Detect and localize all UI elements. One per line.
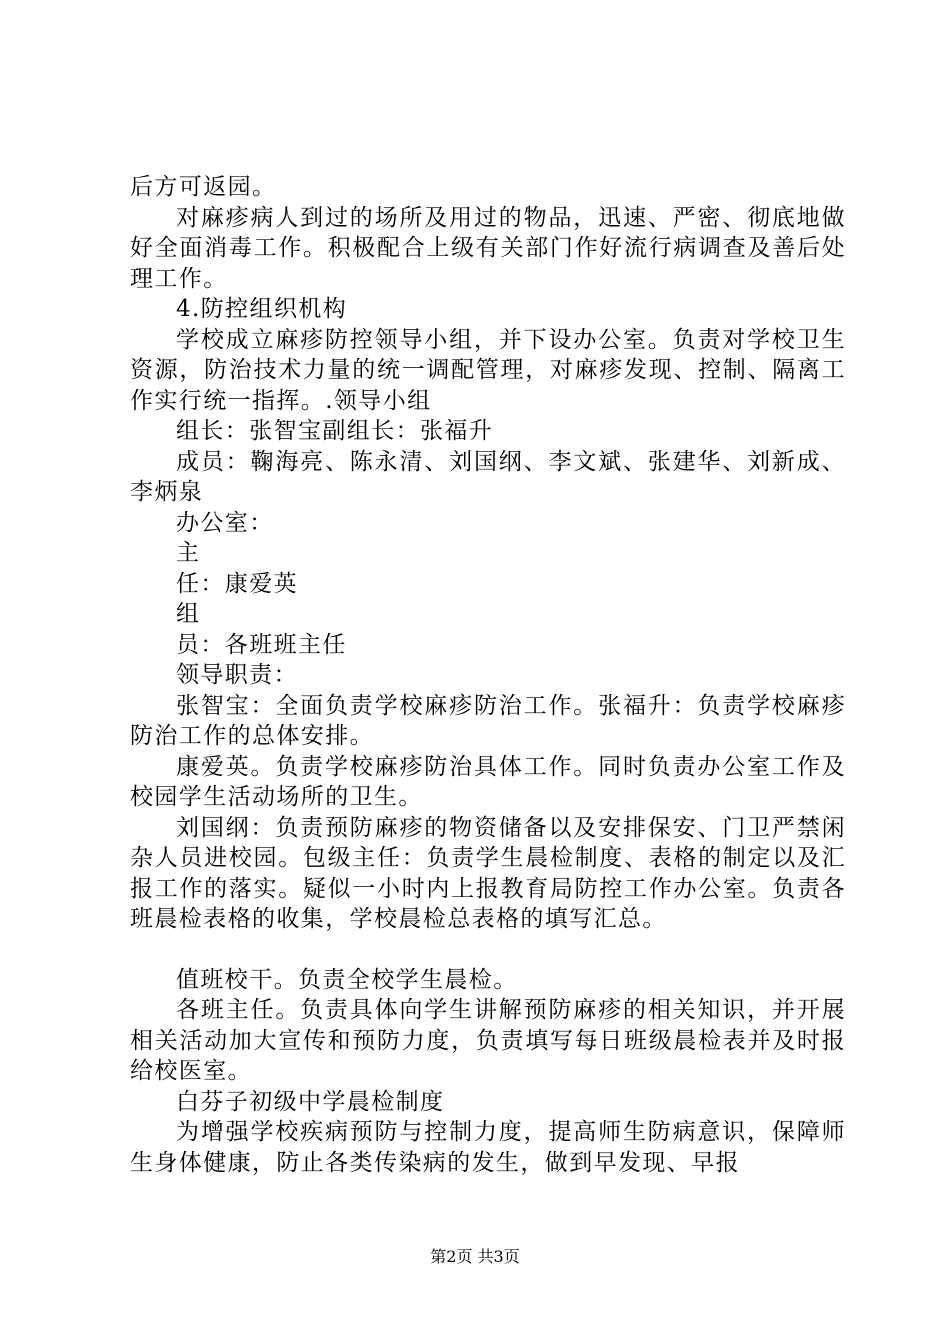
paragraph-duty-zhang: 张智宝：全面负责学校麻疹防治工作。张福升：负责学校麻疹防治工作的总体安排。 xyxy=(130,692,846,749)
paragraph-return-after: 后方可返园。 xyxy=(130,174,277,200)
paragraph-duty-liu: 刘国纲：负责预防麻疹的物资储备以及安排保安、门卫严禁闲杂人员进校园。包级主任：负责学生晨检制度、表格的制定以及汇报工作的落实。疑似一小时内上报教育局防控工作办公室。负责各班晨检表格的收集，学校晨检总表格的填写汇总。 xyxy=(130,814,846,932)
paragraph-director: 任：康爱英 xyxy=(176,570,298,597)
page-footer: 第2页 共3页 xyxy=(430,1247,520,1266)
paragraph-leading-group: 学校成立麻疹防控领导小组，并下设办公室。负责对学校卫生资源，防治技术力量的统一调配管理，对麻疹发现、控制、隔离工作实行统一指挥。.领导小组 xyxy=(130,326,846,414)
paragraph-members: 成员：鞠海亮、陈永清、刘国纲、李文斌、张建华、刘新成、李炳泉 xyxy=(130,448,846,505)
paragraph-disinfection: 对麻疹病人到过的场所及用过的物品，迅速、严密、彻底地做好全面消毒工作。积极配合上级有关部门作好流行病调查及善后处理工作。 xyxy=(130,204,846,292)
paragraph-staff: 员：各班班主任 xyxy=(176,631,347,658)
paragraph-director-label: 主 xyxy=(176,540,201,566)
paragraph-duty-kang: 康爱英。负责学校麻疹防治具体工作。同时负责办公室工作及校园学生活动场所的卫生。 xyxy=(130,753,846,810)
paragraph-spacer xyxy=(130,935,846,965)
section-heading-morning-check: 白芬子初级中学晨检制度 xyxy=(176,1088,445,1115)
paragraph-morning-check-intro: 为增强学校疾病预防与控制力度，提高师生防病意识，保障师生身体健康，防止各类传染病的发生，做到早发现、早报 xyxy=(130,1119,846,1176)
paragraph-office: 办公室： xyxy=(176,509,274,536)
document-body xyxy=(130,172,846,1178)
section-heading-organization: 4.防控组织机构 xyxy=(176,296,348,322)
paragraph-duty-class-teachers: 各班主任。负责具体向学生讲解预防麻疹的相关知识，并开展相关活动加大宣传和预防力度，负责填写每日班级晨检表并及时报给校医室。 xyxy=(130,997,846,1084)
paragraph-duties-heading: 领导职责： xyxy=(176,662,298,688)
paragraph-group-leaders: 组长：张智宝副组长：张福升 xyxy=(176,418,494,444)
paragraph-staff-label: 组 xyxy=(176,601,201,627)
paragraph-duty-on-call: 值班校干。负责全校学生晨检。 xyxy=(176,966,518,993)
